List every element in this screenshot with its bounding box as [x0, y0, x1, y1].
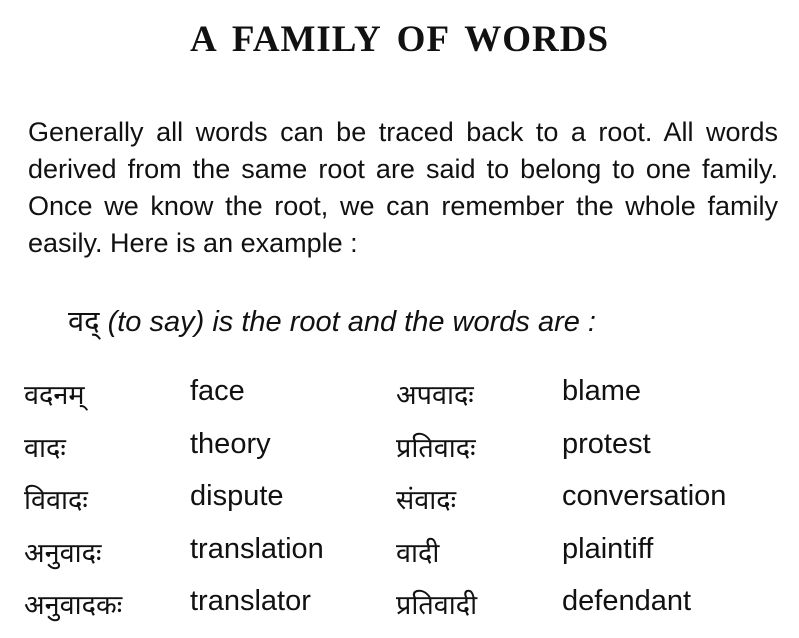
english-meaning: defendant	[562, 585, 692, 617]
sanskrit-word: वदनम्	[24, 380, 85, 411]
english-meaning: translation	[190, 532, 324, 565]
sanskrit-word: वादी	[396, 537, 440, 569]
sanskrit-word: वादः	[24, 432, 66, 464]
table-row	[24, 428, 784, 481]
english-meaning: translator	[190, 585, 311, 617]
table-row	[24, 585, 784, 638]
root-description: (to say) is the root and the words are :	[99, 306, 596, 338]
english-meaning: plaintiff	[562, 532, 654, 565]
english-meaning: conversation	[562, 480, 727, 512]
sanskrit-word: संवादः	[396, 485, 457, 516]
page-title: A FAMILY OF WORDS	[189, 19, 610, 60]
sanskrit-word: प्रतिवादी	[396, 590, 478, 621]
sanskrit-word: विवादः	[24, 485, 88, 516]
english-meaning: theory	[190, 427, 271, 460]
sanskrit-word: अपवादः	[396, 380, 474, 411]
table-row	[24, 533, 784, 586]
english-meaning: dispute	[190, 480, 284, 512]
sanskrit-word: प्रतिवादः	[396, 432, 476, 464]
english-meaning: face	[190, 375, 245, 407]
english-meaning: protest	[562, 427, 651, 460]
english-meaning: blame	[562, 375, 641, 407]
root-word: वद्	[68, 304, 100, 338]
word-family-table	[24, 375, 784, 638]
sanskrit-word: अनुवादः	[24, 537, 102, 569]
sanskrit-word: अनुवादकः	[24, 590, 123, 621]
root-line	[68, 301, 596, 340]
table-row	[24, 375, 784, 428]
intro-paragraph: Generally all words can be traced back to a root. All words derived from the same root are said to belong to one family. Once we know the root, we can remember the whole family easily. Here is an example :	[28, 117, 778, 258]
table-row	[24, 480, 784, 533]
